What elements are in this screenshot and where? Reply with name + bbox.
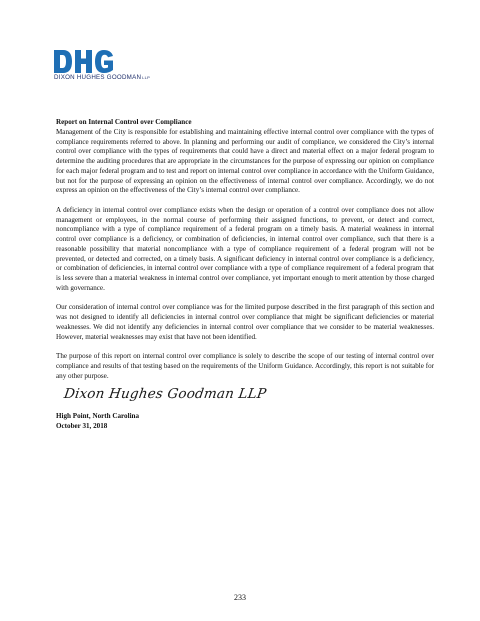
logo-wordmark — [54, 74, 174, 81]
dhg-logo-mark — [54, 50, 114, 73]
paragraph-consideration-scope: Our consideration of internal control over compliance was for the limited purpose described in the first paragraph of this section and was not designed to identify all deficiencies in internal control over compliance that might be significant deficiencies or material weaknesses. We did not identify any deficiencies in internal control over compliance that we consider to be material weaknesses. However, material weaknesses may exist that have not been identified. — [56, 303, 434, 341]
signature-block — [56, 412, 139, 431]
report-body — [56, 118, 434, 391]
signing-date: October 31, 2018 — [56, 421, 108, 430]
paragraph-management-responsibility: Management of the City is responsible for establishing and maintaining effective internal control over compliance with the types of compliance requirements referred to above. In planning and performing our audit of compliance, we considered the City’s internal control over compliance with the types of requirements that could have a direct and material effect on a major federal program to determine the auditing procedures that are appropriate in the circumstances for the purpose of expressing our opinion on compliance for each major federal program and to test and report on internal control over compliance in accordance with the Uniform Guidance, but not for the purpose of expressing an opinion on the effectiveness of internal control over compliance. Accordingly, we do not express an opinion on the effectiveness of the City’s internal control over compliance. — [56, 127, 434, 195]
section-heading: Report on Internal Control over Compliance — [56, 118, 192, 126]
firm-signature: Dixon Hughes Goodman LLP — [62, 386, 268, 402]
dhg-logo — [54, 50, 174, 81]
paragraph-deficiency-definition: A deficiency in internal control over compliance exists when the design or operation of a control over compliance does not allow management or employees, in the normal course of performing their assigned functions, to prevent, or detect and correct, noncompliance with a type of compliance requirement of a federal program on a timely basis. A material weakness in internal control over compliance is a deficiency, or combination of deficiencies, in internal control over compliance, such that there is a reasonable possibility that material noncompliance with a type of compliance requirement of a federal program will not be prevented, or detected and corrected, on a timely basis. A significant deficiency in internal control over compliance is a deficiency, or combination of deficiencies, in internal control over compliance with a type of compliance requirement of a federal program that is less severe than a material weakness in internal control over compliance, yet important enough to merit attention by those charged with governance. — [56, 205, 434, 292]
paragraph-report-purpose: The purpose of this report on internal control over compliance is solely to describe the scope of our testing of internal control over compliance and results of that testing based on the requirements of the Uniform Guidance. Accordingly, this report is not suitable for any other purpose. — [56, 352, 434, 380]
logo-suffix: LLP — [142, 75, 151, 80]
signing-location: High Point, North Carolina — [56, 412, 140, 420]
logo-firm-name: DIXON HUGHES GOODMAN — [54, 74, 142, 81]
page-number: 233 — [234, 593, 246, 602]
